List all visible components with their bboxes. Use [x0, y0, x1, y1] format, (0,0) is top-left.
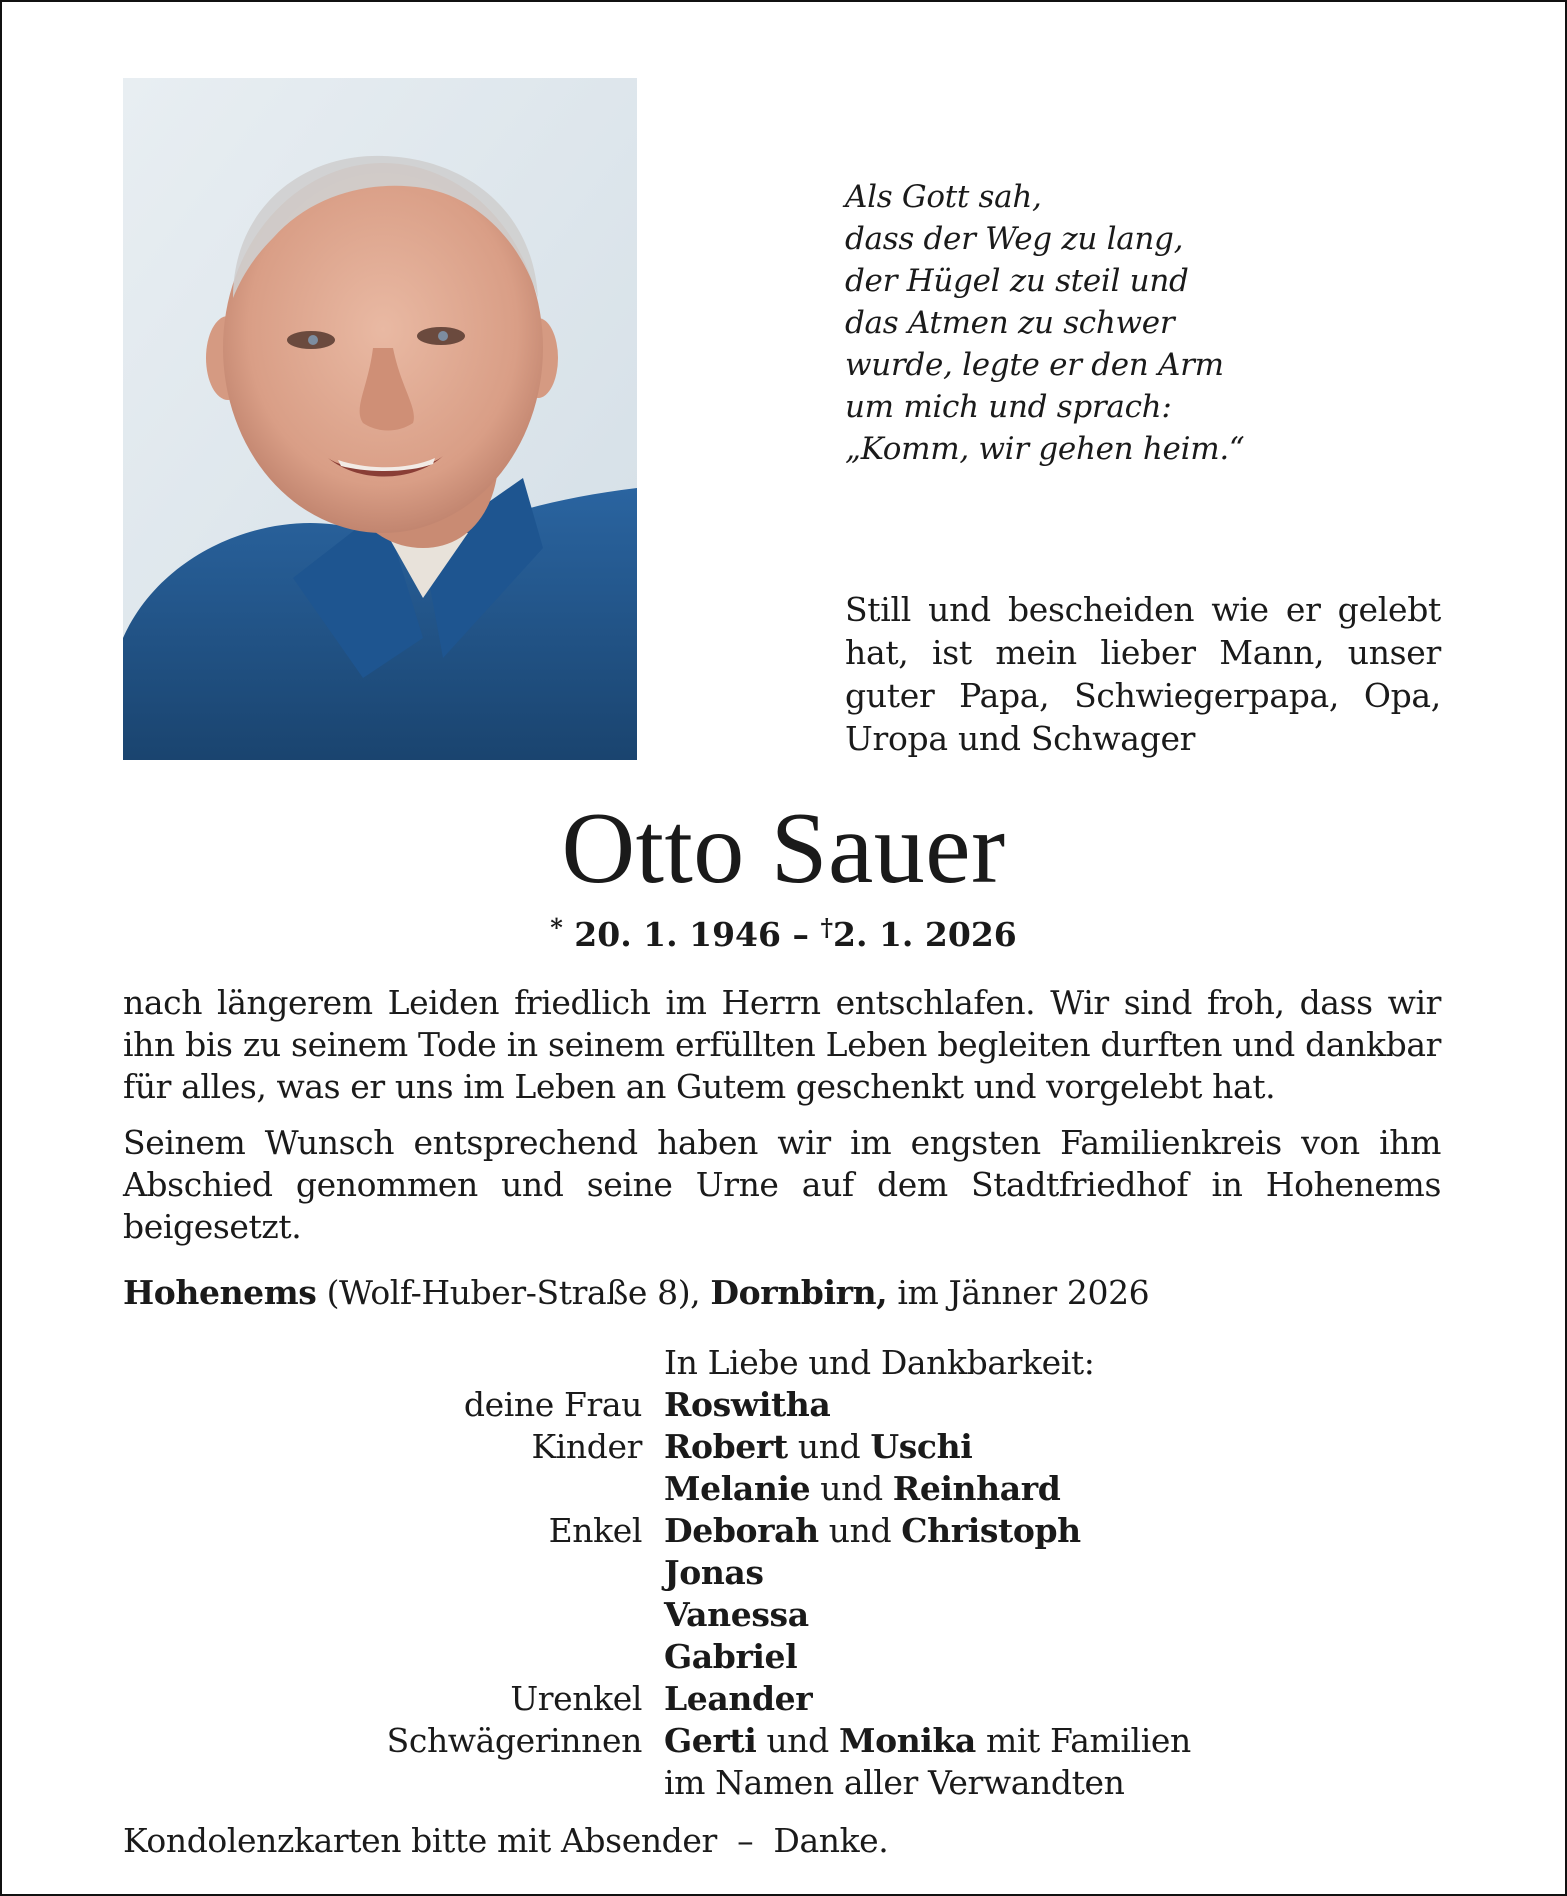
mourners-heading-row — [300, 1342, 1450, 1384]
footer-dash: – — [737, 1821, 754, 1860]
mourners-heading: In Liebe und Dankbarkeit: — [664, 1343, 1095, 1382]
conjunction: und — [797, 1427, 861, 1466]
relation-label: deine Frau — [463, 1385, 642, 1424]
intro-text: Still und bescheiden wie er gelebt hat, ist mein lieber Mann, unser guter Papa, Schwiegerpapa, Opa, Uropa und Schwager — [845, 590, 1441, 758]
poem-line: dass der Weg zu lang, — [845, 221, 1184, 257]
footer-note — [123, 1820, 888, 1862]
mourner-name: Leander — [664, 1679, 813, 1718]
mourner-name: Vanessa — [664, 1595, 809, 1634]
conjunction: und — [828, 1511, 892, 1550]
footer-text: Kondolenzkarten bitte mit Absender — [123, 1821, 717, 1860]
mourners-list — [300, 1342, 1450, 1804]
mourner-row-sisters-in-law — [300, 1720, 1450, 1762]
paragraph-burial: Seinem Wunsch entsprechend haben wir im engsten Familienkreis von ihm Abschied genommen und seine Urne auf dem Stadtfriedhof in Hohenems beigesetzt. — [123, 1123, 1441, 1246]
poem — [845, 176, 1405, 470]
address: (Wolf-Huber-Straße 8), — [326, 1273, 701, 1312]
relation-label: Schwägerinnen — [386, 1721, 642, 1760]
paragraph-passing: nach längerem Leiden friedlich im Herrn entschlafen. Wir sind froh, dass wir ihn bis zu seinem Tode in seinem erfüllten Leben begleiten durften und dankbar für alles, was er uns im Leben an Gutem geschenkt und vorgelebt hat. — [123, 983, 1441, 1106]
mourner-name: Deborah — [664, 1511, 819, 1550]
mourner-name: Monika — [838, 1721, 976, 1760]
portrait-illustration — [123, 78, 637, 760]
city-hohenems: Hohenems — [123, 1273, 317, 1312]
mourner-name: Melanie — [664, 1469, 811, 1508]
relatives-note: im Namen aller Verwandten — [664, 1763, 1125, 1802]
poem-line: der Hügel zu steil und — [845, 263, 1189, 299]
conjunction: und — [820, 1469, 883, 1508]
mourner-row-grandchildren — [300, 1510, 1450, 1552]
mourner-name: Jonas — [664, 1553, 764, 1592]
death-symbol: † — [820, 913, 834, 942]
death-date: 2. 1. 2026 — [833, 915, 1017, 954]
poem-line: „Komm, wir gehen heim.“ — [845, 431, 1245, 467]
mourner-row-relatives — [300, 1762, 1450, 1804]
mourner-name: Uschi — [870, 1427, 973, 1466]
city-dornbirn: Dornbirn, — [710, 1273, 888, 1312]
mourner-row-children — [300, 1426, 1450, 1468]
mourner-name: Roswitha — [664, 1385, 831, 1424]
mourner-row-grandchildren-2 — [300, 1552, 1450, 1594]
date-separator: – — [792, 915, 809, 954]
mourner-row-wife — [300, 1384, 1450, 1426]
conjunction: und — [766, 1721, 829, 1760]
birth-symbol: * — [550, 913, 563, 942]
deceased-name: Otto Sauer — [561, 792, 1006, 905]
mourner-name: Christoph — [901, 1511, 1081, 1550]
poem-line: um mich und sprach: — [845, 389, 1172, 425]
mourner-name: Gabriel — [664, 1637, 798, 1676]
relation-label: Enkel — [548, 1511, 642, 1550]
mourner-row-children-2 — [300, 1468, 1450, 1510]
portrait-photo — [123, 78, 637, 760]
relation-label: Kinder — [531, 1427, 642, 1466]
mourner-name: Gerti — [664, 1721, 757, 1760]
mourner-row-grandchildren-3 — [300, 1594, 1450, 1636]
mourner-row-grandchildren-4 — [300, 1636, 1450, 1678]
poem-line: Als Gott sah, — [845, 179, 1042, 215]
place-date-line — [123, 1272, 1441, 1314]
with-families: mit Familien — [985, 1721, 1191, 1760]
relation-label: Urenkel — [510, 1679, 642, 1718]
poem-line: das Atmen zu schwer — [845, 305, 1175, 341]
mourner-name: Robert — [664, 1427, 788, 1466]
life-dates — [0, 906, 1567, 957]
mourner-name: Reinhard — [892, 1469, 1061, 1508]
mourner-row-great-grandchildren — [300, 1678, 1450, 1720]
poem-line: wurde, legte er den Arm — [845, 347, 1224, 383]
birth-date: 20. 1. 1946 — [574, 915, 781, 954]
footer-thanks: Danke. — [773, 1821, 889, 1860]
date-line: im Jänner 2026 — [897, 1273, 1150, 1312]
